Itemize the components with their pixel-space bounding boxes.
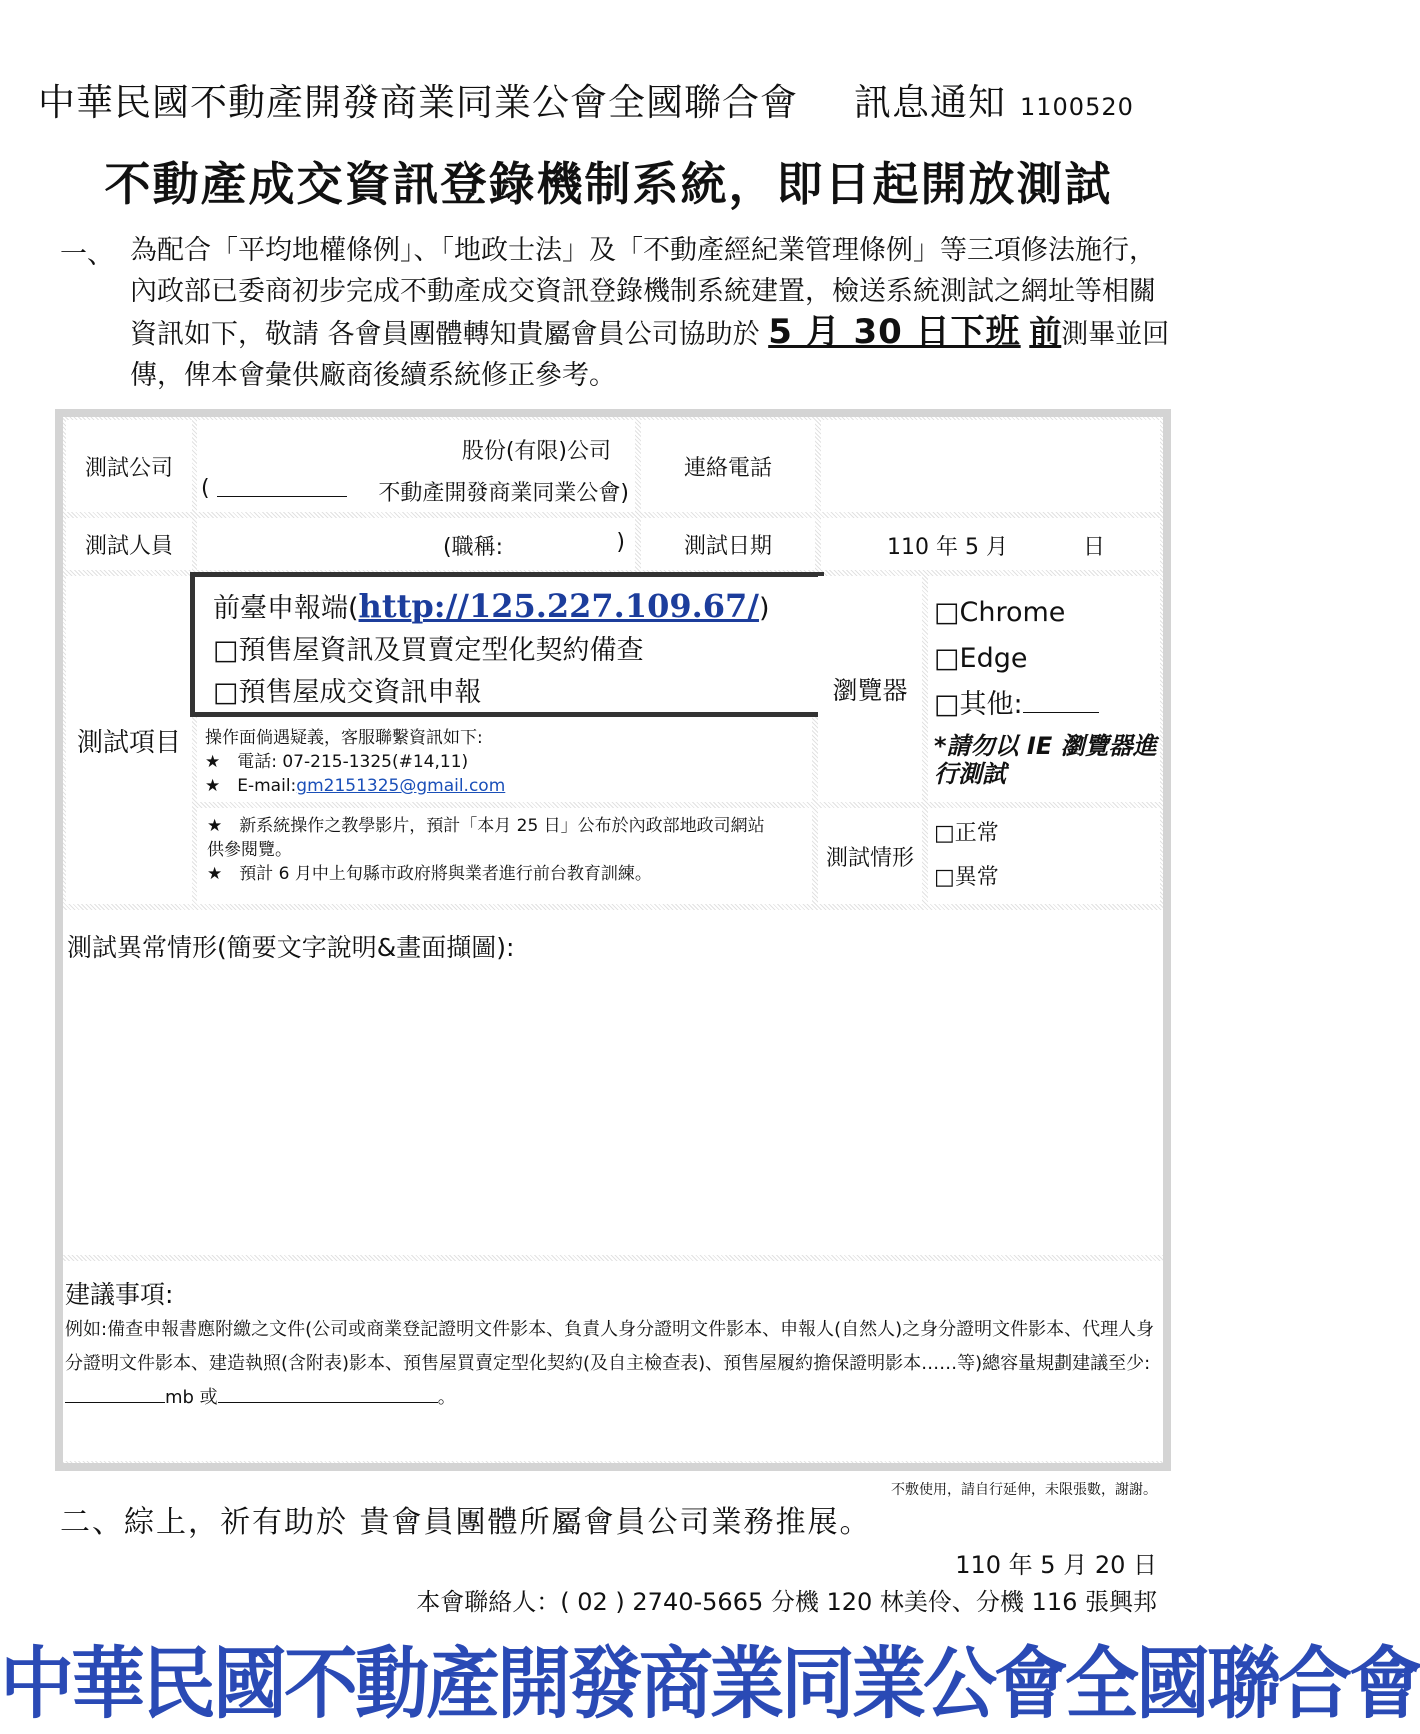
deadline: 5 月 30 日下班 (768, 312, 1021, 352)
company-line2: 不動產開發商業同業公會) (378, 481, 629, 506)
browser-label: 瀏覽器 (818, 576, 922, 802)
date-field[interactable] (821, 518, 1160, 570)
support-email-row (205, 774, 805, 798)
company-blank (217, 496, 347, 497)
suggest-size-blank[interactable] (65, 1402, 165, 1403)
support-phone: ★ 電話: 07-215-1325(#14,11) (205, 752, 469, 772)
suggest-other-blank[interactable] (218, 1402, 438, 1403)
section1-text-b: 測畢並回傳，俾本會彙供廠商後續系統修正參考。 (130, 319, 1170, 391)
section1-number: 一、 (60, 239, 114, 270)
page-title: 不動產成交資訊登錄機制系統，即日起開放測試 (104, 157, 1113, 211)
company-label: 測試公司 (66, 420, 192, 512)
support-intro: 操作面倘遇疑義，客服聯繫資訊如下: (205, 728, 483, 748)
date-label: 測試日期 (641, 518, 815, 570)
tester-title-close: ) (616, 530, 625, 555)
support-block (205, 726, 805, 798)
status-options (928, 808, 1160, 904)
support-email-link[interactable]: gm2151325@gmail.com (296, 776, 506, 796)
abnormal-label: 測試異常情形(簡要文字說明&畫面擷圖): (67, 933, 515, 962)
browser-warning: *請勿以 IE 瀏覽器進行測試 (934, 732, 1157, 788)
date-day: 日 (1083, 535, 1106, 560)
status-normal-option[interactable]: □正常 (934, 821, 999, 846)
notes-cell (197, 808, 812, 904)
browser-edge-option[interactable]: □Edge (934, 643, 1028, 674)
suggest-label: 建議事項: (65, 1280, 174, 1309)
suggest-field[interactable] (63, 1261, 1163, 1461)
notice-number: 1100520 (1020, 93, 1134, 121)
suggest-end: 。 (437, 1387, 456, 1408)
notes-block (207, 814, 767, 886)
phone-field[interactable] (821, 420, 1160, 512)
tester-field[interactable] (197, 518, 635, 570)
status-label: 測試情形 (818, 808, 922, 904)
status-abnormal-option[interactable]: □異常 (934, 865, 999, 890)
date-year: 110 年 5 月 (887, 535, 1008, 560)
contact-info: 本會聯絡人：( 02 ) 2740-5665 分機 120 林美伶、分機 116 張興邦 (416, 1588, 1157, 1616)
section1-text-a: 為配合「平均地權條例」、「地政士法」及「不動產經紀業管理條例」等三項修法施行，內政部已委商初步完成不動產成交資訊登錄機制系統建置，檢送系統測試之網址等相關資訊如下，敬請 各會員團體轉知貴屬會員公司協助於 (130, 235, 1156, 350)
frontend-close: ) (758, 593, 770, 624)
suggest-mb: mb 或 (165, 1387, 218, 1408)
browser-other-option[interactable] (934, 682, 1160, 728)
notice-label: 訊息通知 (854, 81, 1006, 124)
header (38, 72, 1134, 126)
browser-other-blank (1023, 712, 1099, 713)
note-training: ★ 預計 6 月中上旬縣市政府將與業者進行前台教育訓練。 (207, 864, 652, 884)
org-name: 中華民國不動產開發商業同業公會全國聯合會 (38, 81, 798, 124)
frontend-box (190, 572, 824, 717)
section1-paragraph (130, 230, 1170, 396)
frontend-label: 前臺申報端( (213, 593, 359, 624)
tester-label: 測試人員 (66, 518, 192, 570)
suggest-text-block (65, 1313, 1159, 1415)
frontend-row (213, 585, 801, 630)
browser-options (928, 576, 1160, 802)
org-stamp: 中華民國不動產開發商業同業公會全國聯合會 (0, 1639, 1420, 1730)
company-field[interactable] (197, 420, 635, 512)
footnote: 不敷使用，請自行延伸，未限張數，謝謝。 (891, 1482, 1157, 1498)
item-presale-contract[interactable]: □預售屋資訊及買賣定型化契約備查 (213, 635, 644, 666)
section2: 二、綜上，祈有助於 貴會員團體所屬會員公司業務推展。 (60, 1505, 872, 1540)
item-presale-report[interactable]: □預售屋成交資訊申報 (213, 677, 482, 708)
support-email-label: ★ E-mail: (205, 776, 297, 796)
browser-other-label: □其他: (934, 689, 1023, 720)
items-label: 測試項目 (66, 576, 192, 904)
abnormal-field[interactable] (63, 910, 1163, 1255)
browser-chrome-option[interactable]: □Chrome (934, 597, 1066, 628)
company-line1: 股份(有限)公司 (461, 439, 611, 464)
company-paren: ( (201, 476, 210, 501)
phone-label: 連絡電話 (641, 420, 815, 512)
note-video: ★ 新系統操作之教學影片，預計「本月 25 日」公布於內政部地政司網站供參閱覽。 (207, 816, 765, 860)
frontend-url-link[interactable]: http://125.227.109.67/ (358, 587, 759, 625)
deadline-suffix: 前 (1029, 313, 1062, 351)
issue-date: 110 年 5 月 20 日 (955, 1551, 1157, 1579)
tester-title-label: (職稱: (443, 535, 503, 560)
suggest-text: 例如:備查申報書應附繳之文件(公司或商業登記證明文件影本、負責人身分證明文件影本、申報人(自然人)之身分證明文件影本、代理人身分證明文件影本、建造執照(含附表)影本、預售屋買賣定型化契約(及自主檢查表)、預售屋履約擔保證明影本……等)總容量規劃建議至少: (65, 1319, 1155, 1374)
